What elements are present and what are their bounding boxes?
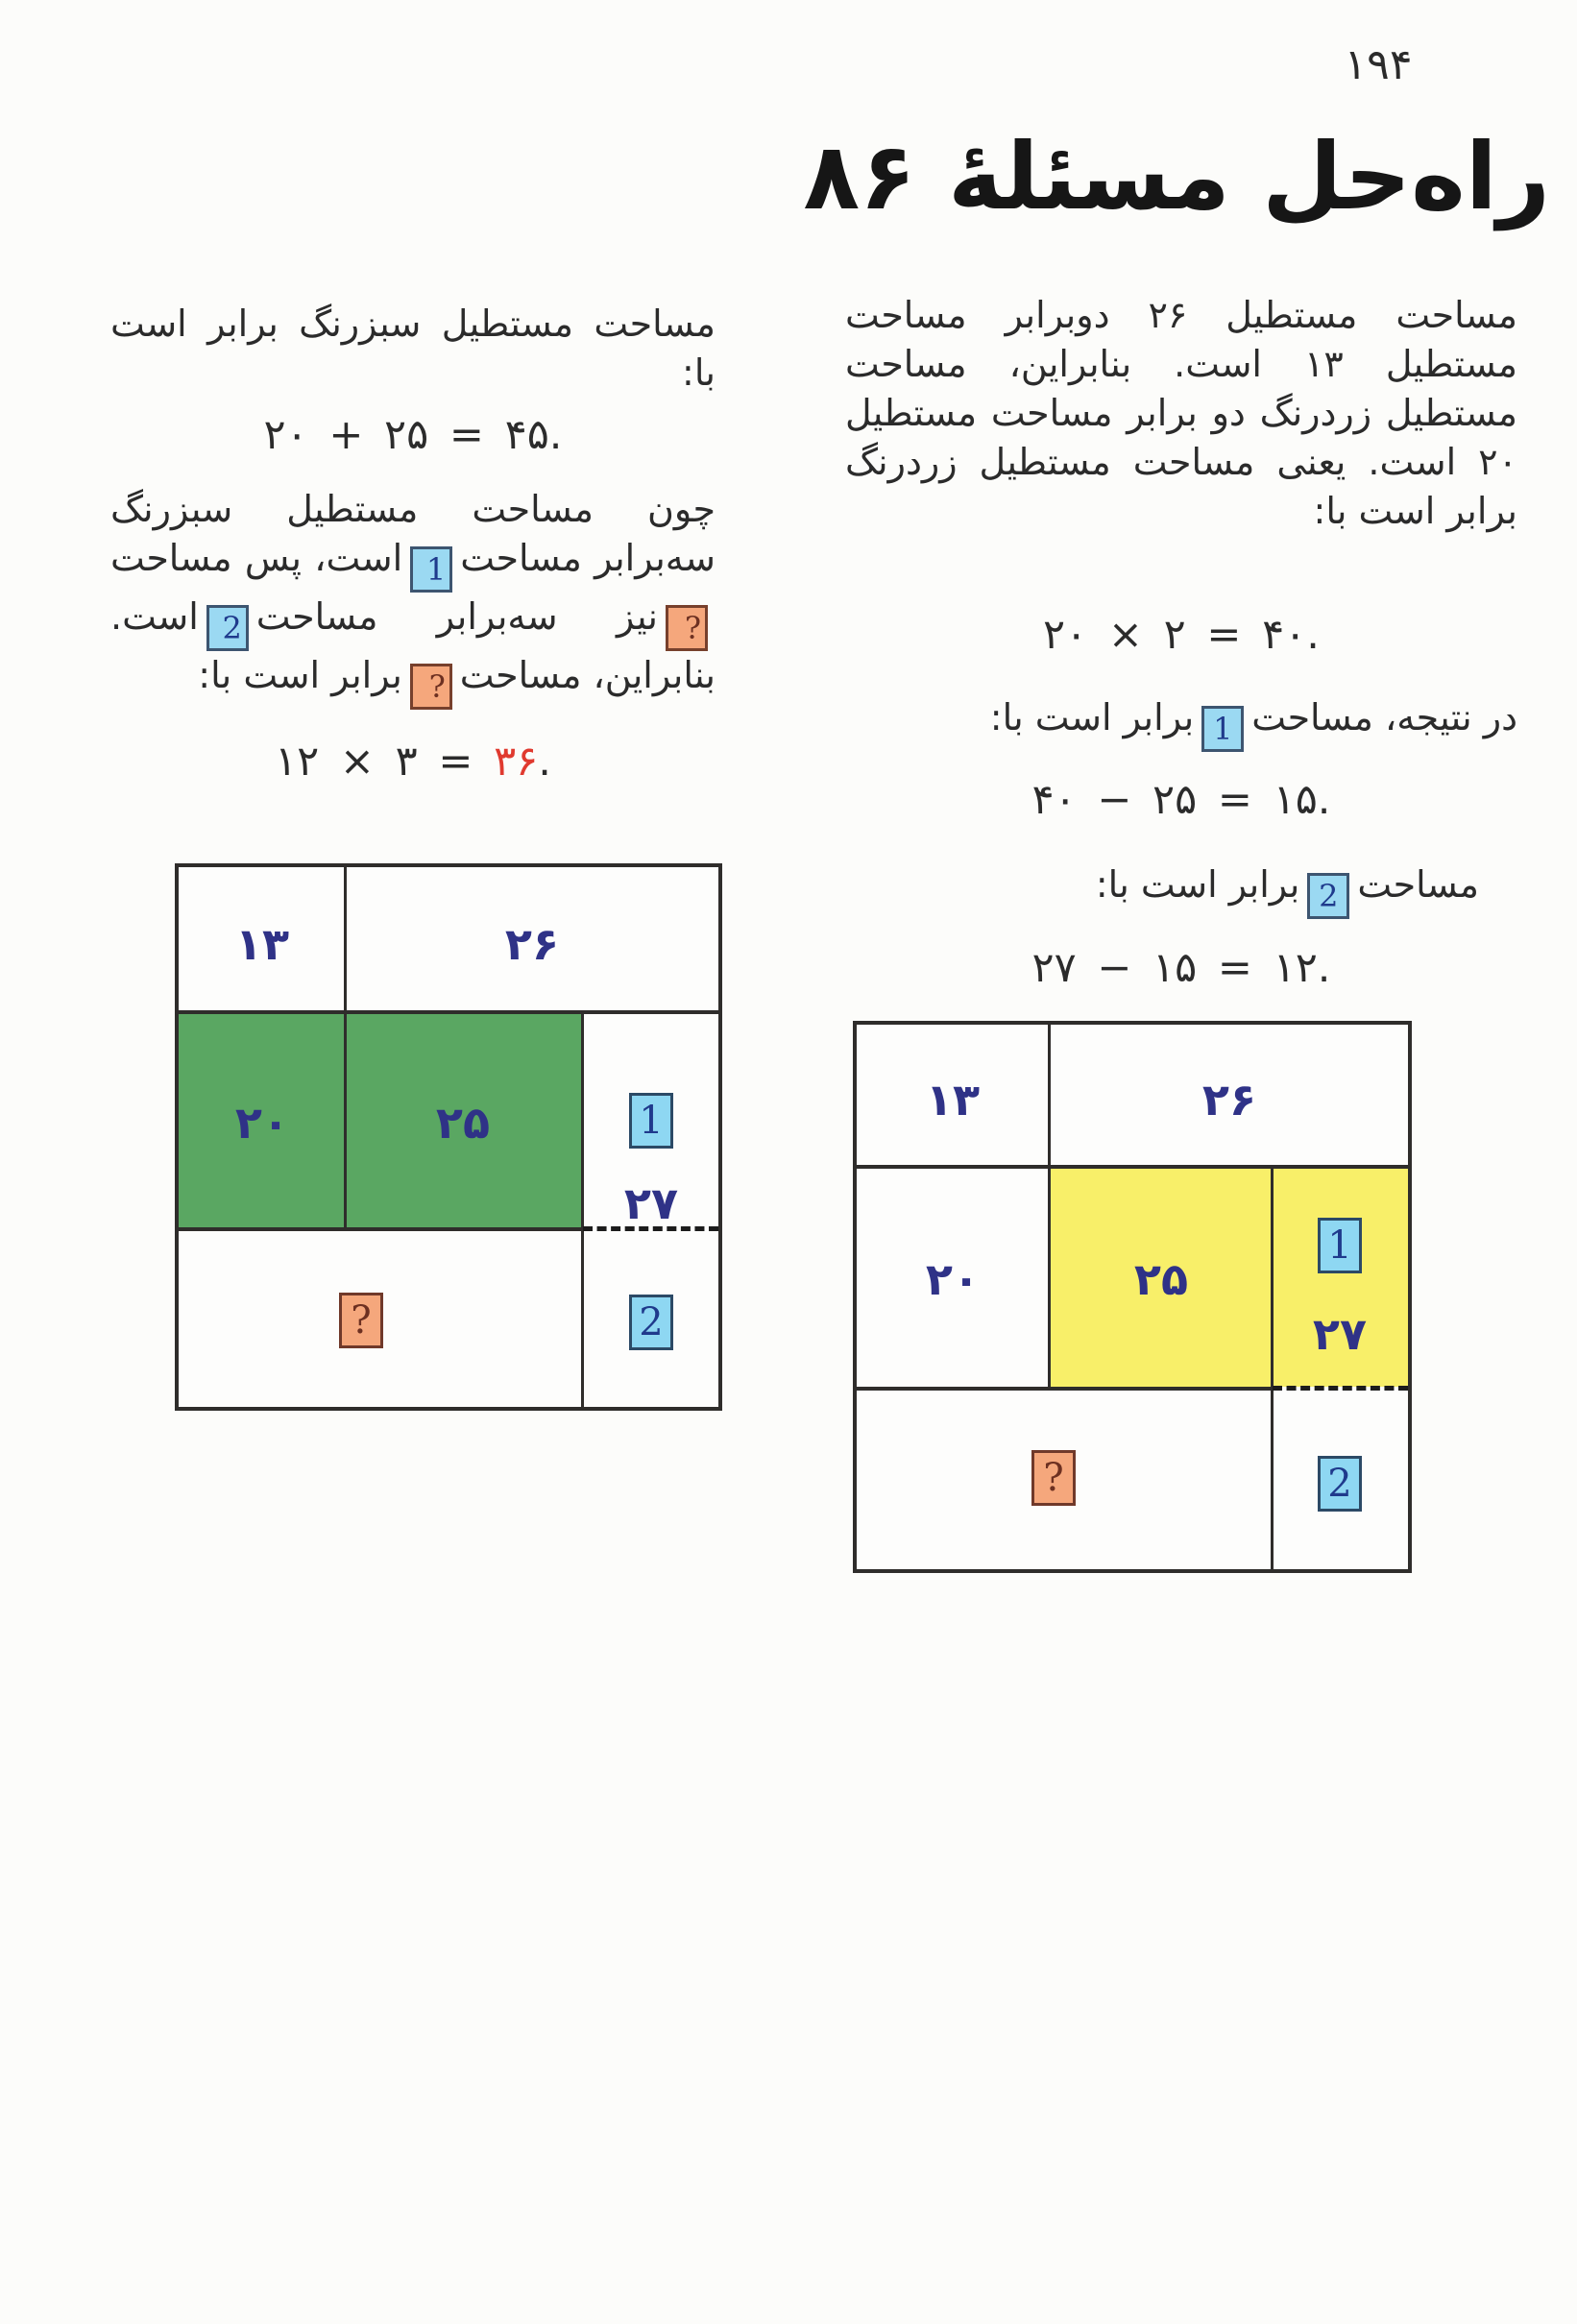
horizontal-divider-2 [179, 1227, 583, 1231]
marker-box-2: 2 [1318, 1456, 1362, 1512]
formula-yellow-area: ۲۰ × ۲ = ۴۰. [1043, 611, 1320, 659]
answer-result: ۳۶ [494, 738, 539, 786]
cell-label-25: ۲۵ [435, 1097, 491, 1149]
diagram-yellow [853, 1021, 1412, 1573]
answer-period: . [538, 738, 551, 786]
cell-label-27: ۲۷ [623, 1177, 679, 1229]
left-para2-seg5: برابر است با: [198, 654, 402, 696]
solution-title: راه‌حل مسئلهٔ ۸۶ [803, 123, 1550, 230]
cell-label-20: ۲۰ [925, 1253, 981, 1305]
cell-label-26: ۲۶ [1201, 1074, 1257, 1126]
marker-box-1: 1 [629, 1093, 673, 1149]
inline-marker-1: 1 [1201, 706, 1244, 752]
inline-marker-question-1: ? [666, 605, 708, 651]
conclusion-line-2 [845, 860, 1479, 919]
cell-label-26: ۲۶ [504, 918, 560, 970]
answer-expression: ۱۲ × ۳ = [275, 738, 473, 786]
cell-label-13: ۱۳ [234, 918, 290, 970]
conclusion-2-post: برابر است با: [1095, 863, 1300, 906]
dashed-line [1273, 1386, 1408, 1391]
horizontal-divider-1 [857, 1165, 1408, 1169]
inline-marker-question-2: ? [410, 664, 452, 710]
left-para2-seg1: چون مساحت مستطیل سبزرنگ سه‌برابر مساحت [110, 488, 716, 579]
inline-marker-1b: 1 [410, 546, 452, 593]
page-number: ۱۹۴ [1344, 40, 1413, 89]
marker-box-2: 2 [629, 1295, 673, 1350]
left-para2-seg4: است. بنابراین، مساحت [110, 595, 716, 696]
cell-label-27: ۲۷ [1312, 1308, 1368, 1360]
horizontal-divider-2 [857, 1387, 1273, 1391]
inline-marker-2b: 2 [206, 605, 249, 651]
formula-answer [110, 738, 716, 786]
cell-label-25: ۲۵ [1133, 1253, 1189, 1305]
conclusion-1-post: برابر است با: [989, 696, 1195, 738]
conclusion-1-pre: در نتیجه، مساحت [1251, 696, 1517, 738]
horizontal-divider-1 [179, 1010, 718, 1014]
left-para2-seg2: است، پس مساحت [110, 537, 403, 579]
marker-box-question: ? [1031, 1450, 1076, 1506]
left-para2-seg3: نیز سه‌برابر مساحت [255, 595, 658, 638]
vertical-divider-1 [344, 867, 347, 1230]
vertical-divider-1 [1048, 1025, 1051, 1390]
left-paragraph-2 [110, 485, 716, 710]
formula-area-1: ۴۰ − ۲۵ = ۱۵. [1031, 776, 1331, 824]
cell-label-13: ۱۳ [925, 1074, 981, 1126]
marker-box-1: 1 [1318, 1218, 1362, 1273]
marker-box-question: ? [339, 1293, 383, 1348]
cell-label-20: ۲۰ [234, 1097, 290, 1149]
formula-green-area: ۲۰ + ۲۵ = ۴۵. [263, 411, 563, 459]
right-paragraph-1: مساحت مستطیل ۲۶ دوبرابر مساحت مستطیل ۱۳ است. بنابراین، مساحت مستطیل زردرنگ دو برابر مساحت مستطیل ۲۰ است. یعنی مساحت مستطیل زردرنگ برابر است با: [845, 294, 1517, 532]
vertical-divider-2 [581, 1010, 584, 1407]
formula-area-2: ۲۷ − ۱۵ = ۱۲. [1031, 944, 1331, 992]
conclusion-line-1 [845, 693, 1517, 752]
vertical-divider-2 [1271, 1168, 1274, 1569]
left-paragraph-1: مساحت مستطیل سبزرنگ برابر است با: [110, 303, 716, 394]
inline-marker-2: 2 [1307, 873, 1349, 919]
diagram-green [175, 863, 722, 1411]
conclusion-2-pre: مساحت [1357, 863, 1479, 906]
